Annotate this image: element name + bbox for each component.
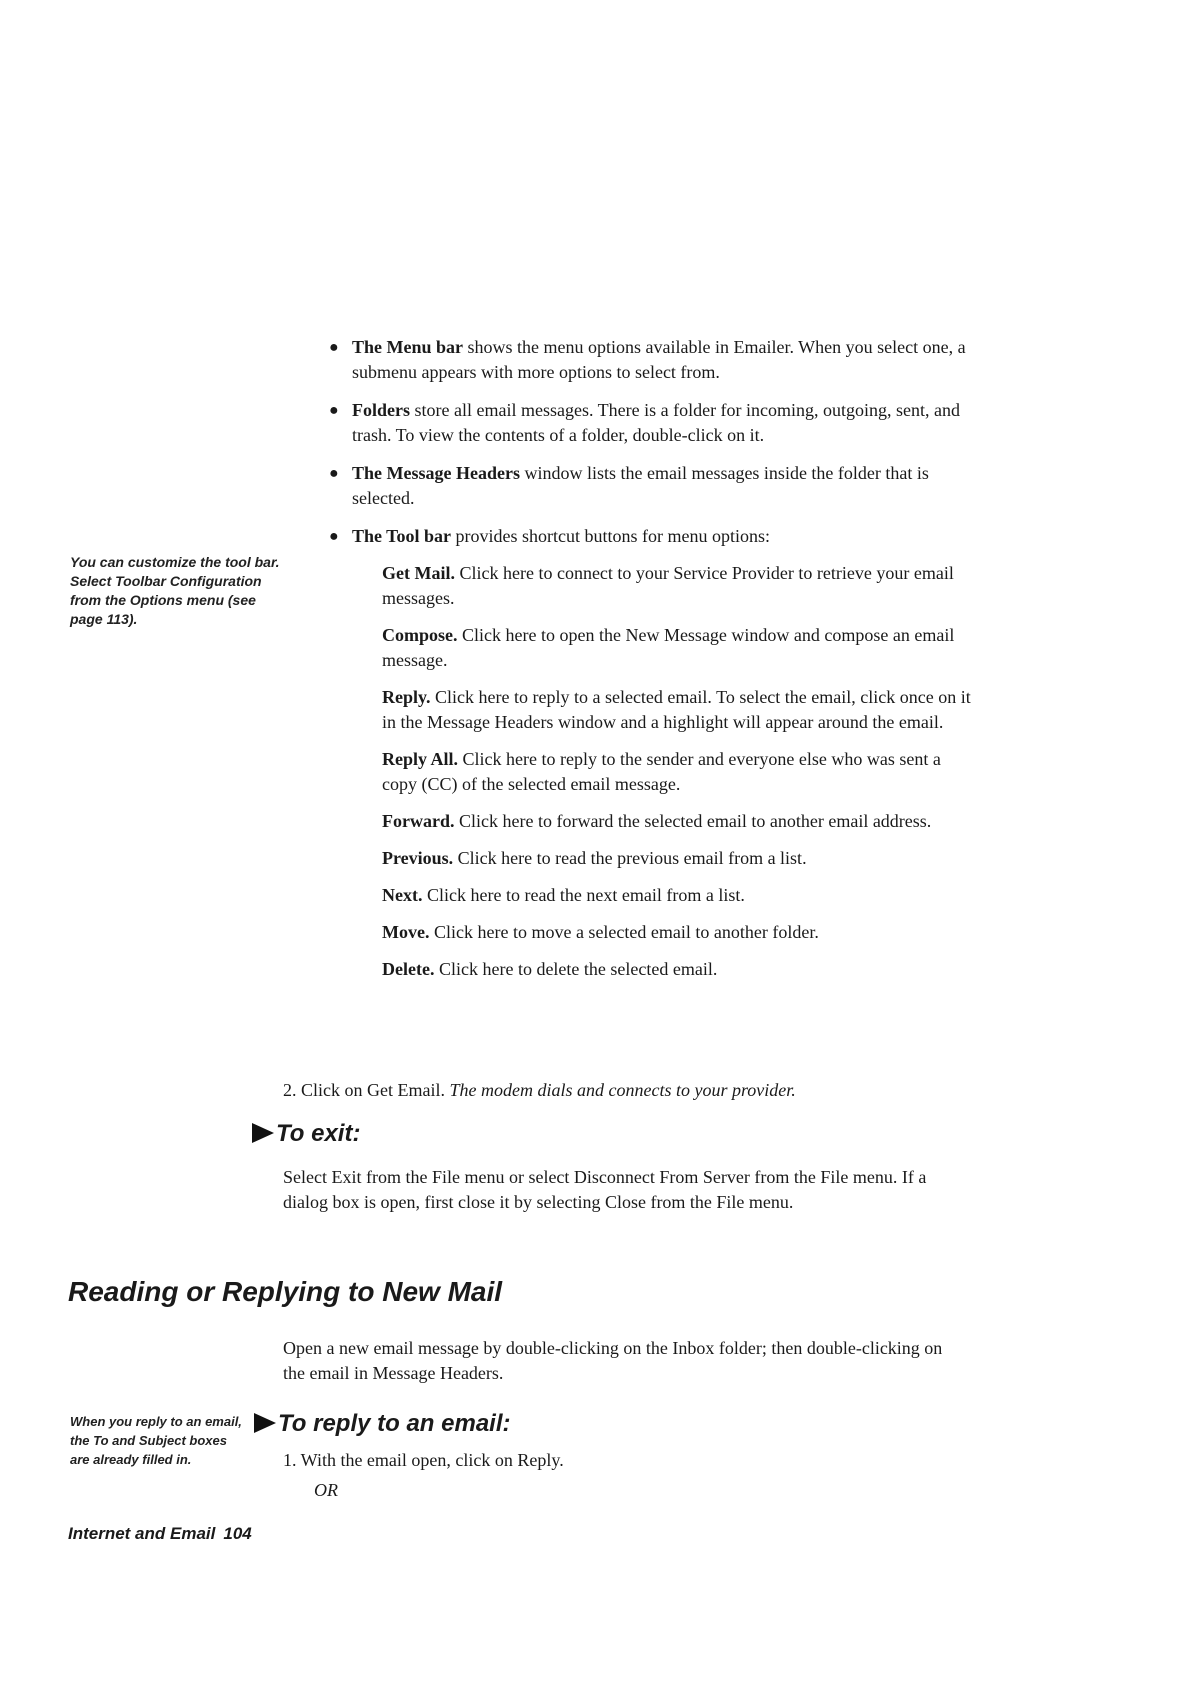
exit-heading-text: To exit:	[276, 1120, 361, 1147]
section-intro: Open a new email message by double-clicking on the Inbox folder; then double-clicking on the email in Message Headers.	[283, 1338, 943, 1383]
description: Click here to move a selected email to another folder.	[429, 922, 819, 942]
description: Click here to read the previous email from a list.	[453, 848, 807, 868]
toolbar-side-note: You can customize the tool bar. Select Toolbar Configuration from the Options menu (see page 113).	[70, 554, 280, 627]
term: Delete.	[382, 959, 435, 979]
description: Click here to delete the selected email.	[434, 959, 718, 979]
description: Click here to reply to a selected email. To select the email, click once on it in the Message Headers window and a highlight will appear around the email.	[382, 687, 971, 732]
bullet-dot: ●	[329, 465, 339, 482]
term: Get Mail.	[382, 563, 455, 583]
toolbar-item-previous	[382, 846, 972, 871]
term: The Tool bar	[352, 526, 452, 546]
term: Reply.	[382, 687, 431, 707]
description: Click here to connect to your Service Provider to retrieve your email messages.	[382, 563, 954, 608]
description: shows the menu options available in Emailer. When you select one, a submenu appears with more options to select from.	[352, 337, 966, 382]
arrow-right-icon	[254, 1413, 276, 1433]
bullet-dot: ●	[329, 402, 339, 419]
bullet-folders	[329, 398, 972, 448]
term: Next.	[382, 885, 423, 905]
arrow-right-icon	[252, 1123, 274, 1143]
toolbar-button-list	[382, 561, 972, 982]
reply-heading	[254, 1410, 511, 1438]
bullet-message-headers	[329, 461, 972, 511]
term: Previous.	[382, 848, 454, 868]
page-number: 104	[223, 1524, 252, 1543]
or-label: OR	[314, 1480, 338, 1500]
term: Compose.	[382, 625, 458, 645]
term: Folders	[352, 400, 410, 420]
step-2	[283, 1078, 796, 1103]
step-2-text: 2. Click on Get Email.	[283, 1080, 450, 1100]
exit-heading	[252, 1120, 360, 1148]
exit-instructions: Select Exit from the File menu or select Disconnect From Server from the File menu. If a dialog box is open, first close it by selecting Close from the File menu.	[283, 1167, 927, 1212]
bullet-menu-bar	[329, 335, 972, 385]
reply-side-note: When you reply to an email, the To and Subject boxes are already filled in.	[70, 1414, 242, 1467]
toolbar-item-get-mail	[382, 561, 972, 611]
footer-section: Internet and Email	[68, 1524, 216, 1543]
page-footer	[68, 1524, 252, 1544]
term: Reply All.	[382, 749, 459, 769]
toolbar-item-reply-all	[382, 747, 972, 797]
description: Click here to open the New Message window and compose an email message.	[382, 625, 955, 670]
bullet-dot: ●	[329, 528, 339, 545]
description: store all email messages. There is a folder for incoming, outgoing, sent, and trash. To view the contents of a folder, double-click on it.	[352, 400, 961, 445]
term: The Message Headers	[352, 463, 520, 483]
description: window lists the email messages inside the folder that is selected.	[352, 463, 929, 508]
bullet-dot: ●	[329, 339, 339, 356]
toolbar-item-next	[382, 883, 972, 908]
step-2-result: The modem dials and connects to your provider.	[449, 1080, 796, 1100]
description: Click here to forward the selected email to another email address.	[454, 811, 932, 831]
toolbar-item-compose	[382, 623, 972, 673]
bullet-tool-bar	[329, 524, 972, 982]
section-title: Reading or Replying to New Mail	[68, 1276, 503, 1307]
term: Move.	[382, 922, 430, 942]
toolbar-item-delete	[382, 957, 972, 982]
toolbar-item-move	[382, 920, 972, 945]
description: Click here to reply to the sender and everyone else who was sent a copy (CC) of the selected email message.	[382, 749, 941, 794]
reply-heading-text: To reply to an email:	[278, 1410, 511, 1437]
term: Forward.	[382, 811, 455, 831]
toolbar-item-reply	[382, 685, 972, 735]
toolbar-item-forward	[382, 809, 972, 834]
reply-step-1: 1. With the email open, click on Reply.	[283, 1450, 564, 1470]
description: provides shortcut buttons for menu options:	[451, 526, 771, 546]
term: The Menu bar	[352, 337, 464, 357]
feature-list	[329, 335, 972, 995]
description: Click here to read the next email from a list.	[422, 885, 745, 905]
